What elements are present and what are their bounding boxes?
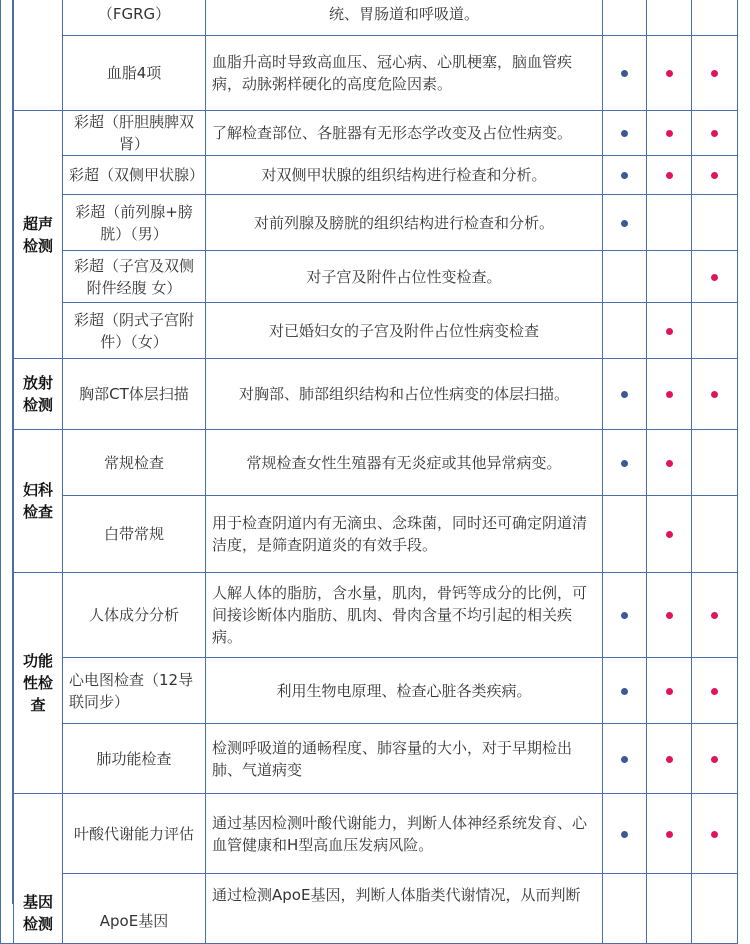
table-row [1, 195, 738, 251]
item-description: 用于检查阴道内有无滴虫、念珠菌，同时还可确定阴道清洁度，是筛查阴道炎的有效手段。 [206, 496, 603, 573]
blue-dot-icon [621, 130, 628, 137]
item-name: 人体成分分析 [63, 573, 206, 658]
category-label: 功能性检查 [22, 652, 53, 714]
table-row [1, 0, 738, 36]
blue-dot-icon [621, 460, 628, 467]
blue-dot-icon [621, 688, 628, 695]
mark-cell [647, 430, 692, 496]
mark-cell [692, 303, 738, 359]
mark-cell [603, 496, 647, 573]
pink-dot-icon [711, 70, 718, 77]
item-description: 对已婚妇女的子宫及附件占位性病变检查 [206, 303, 603, 359]
mark-cell [692, 430, 738, 496]
table-row [1, 496, 738, 573]
pink-dot-icon [666, 172, 673, 179]
mark-cell [603, 724, 647, 794]
blue-dot-icon [621, 756, 628, 763]
table-row [1, 794, 738, 874]
mark-cell [603, 874, 647, 944]
pink-dot-icon [666, 391, 673, 398]
item-description: 通过基因检测叶酸代谢能力，判断人体神经系统发育、心血管健康和H型高血压发病风险。 [206, 794, 603, 874]
mark-cell [603, 251, 647, 303]
mark-cell [647, 794, 692, 874]
item-name: 肺功能检查 [63, 724, 206, 794]
mark-cell [647, 251, 692, 303]
mark-cell [603, 156, 647, 195]
mark-cell [603, 658, 647, 724]
item-name: 彩超（双侧甲状腺） [63, 156, 206, 195]
table-row [1, 573, 738, 658]
mark-cell [647, 573, 692, 658]
item-name: 叶酸代谢能力评估 [63, 794, 206, 874]
pink-dot-icon [711, 274, 718, 281]
category-label: 基因检测 [22, 893, 53, 933]
mark-cell [692, 874, 738, 944]
table-row [1, 874, 738, 944]
mark-cell [603, 36, 647, 111]
table-row [1, 724, 738, 794]
mark-cell [647, 156, 692, 195]
item-name: 常规检查 [63, 430, 206, 496]
category-cell-blood [14, 0, 63, 111]
category-label: 放射检测 [22, 374, 53, 414]
table-row [1, 156, 738, 195]
table-row [1, 36, 738, 111]
pink-dot-icon [666, 831, 673, 838]
item-name: 彩超（阴式子宫附件）（女） [63, 303, 206, 359]
item-description: 了解检查部位、各脏器有无形态学改变及占位性病变。 [206, 111, 603, 156]
mark-cell [603, 195, 647, 251]
mark-cell [603, 111, 647, 156]
item-name: 胸部CT体层扫描 [63, 359, 206, 430]
mark-cell [603, 794, 647, 874]
mark-cell [647, 724, 692, 794]
item-name: 白带常规 [63, 496, 206, 573]
mark-cell [603, 359, 647, 430]
mark-cell [603, 303, 647, 359]
table-row [1, 303, 738, 359]
table-row [1, 430, 738, 496]
mark-cell [647, 658, 692, 724]
mark-cell [692, 251, 738, 303]
pink-dot-icon [666, 531, 673, 538]
mark-cell [692, 36, 738, 111]
mark-cell [692, 195, 738, 251]
pink-dot-icon [666, 688, 673, 695]
table-row [1, 658, 738, 724]
table-left-gutter [1, 0, 14, 944]
item-name: 彩超（子宫及双侧附件经腹 女） [63, 251, 206, 303]
mark-cell [692, 573, 738, 658]
item-description: 通过检测ApoE基因，判断人体脂类代谢情况，从而判断 [206, 874, 603, 944]
blue-dot-icon [621, 612, 628, 619]
mark-cell [647, 111, 692, 156]
item-description: 利用生物电原理、检查心脏各类疾病。 [206, 658, 603, 724]
item-name: 彩超（前列腺+膀胱）（男） [63, 195, 206, 251]
mark-cell [603, 0, 647, 36]
mark-cell [692, 794, 738, 874]
blue-dot-icon [621, 220, 628, 227]
item-description: 对前列腺及膀胱的组织结构进行检查和分析。 [206, 195, 603, 251]
mark-cell [692, 658, 738, 724]
category-label: 妇科检查 [22, 481, 53, 521]
mark-cell [603, 573, 647, 658]
mark-cell [647, 496, 692, 573]
mark-cell [692, 111, 738, 156]
pink-dot-icon [711, 391, 718, 398]
item-description: 检测呼吸道的通畅程度、肺容量的大小，对于早期检出肺、气道病变 [206, 724, 603, 794]
category-label: 超声检测 [22, 214, 53, 255]
blue-dot-icon [621, 831, 628, 838]
item-description: 对双侧甲状腺的组织结构进行检查和分析。 [206, 156, 603, 195]
mark-cell [647, 36, 692, 111]
item-description: 人解人体的脂肪，含水量，肌肉，骨钙等成分的比例，可间接诊断体内脂肪、肌肉、骨肉含量不均引起的相关疾病。 [206, 573, 603, 658]
item-name: 彩超（肝胆胰脾双肾） [63, 111, 206, 156]
item-name: ApoE基因 [63, 874, 206, 944]
blue-dot-icon [621, 70, 628, 77]
item-name: 心电图检查（12导联同步） [63, 658, 206, 724]
pink-dot-icon [711, 130, 718, 137]
mark-cell [692, 724, 738, 794]
mark-cell [692, 359, 738, 430]
pink-dot-icon [666, 612, 673, 619]
table-row [1, 111, 738, 156]
pink-dot-icon [666, 130, 673, 137]
category-functional [14, 573, 63, 794]
pink-dot-icon [666, 328, 673, 335]
mark-cell [603, 430, 647, 496]
blue-dot-icon [621, 172, 628, 179]
blue-dot-icon [621, 391, 628, 398]
category-genetic [14, 794, 63, 944]
mark-cell [692, 156, 738, 195]
item-description: 对子宫及附件占位性变检查。 [206, 251, 603, 303]
item-name: 血脂4项 [63, 36, 206, 111]
mark-cell [647, 874, 692, 944]
pink-dot-icon [711, 172, 718, 179]
mark-cell [647, 0, 692, 36]
mark-cell [692, 496, 738, 573]
category-gynecology [14, 430, 63, 573]
pink-dot-icon [711, 756, 718, 763]
mark-cell [647, 303, 692, 359]
pink-dot-icon [711, 612, 718, 619]
mark-cell [692, 0, 738, 36]
item-description: 统、胃肠道和呼吸道。 [206, 0, 603, 36]
table-row [1, 359, 738, 430]
pink-dot-icon [666, 460, 673, 467]
category-radiology [14, 359, 63, 430]
item-description: 血脂升高时导致高血压、冠心病、心肌梗塞，脑血管疾病，动脉粥样硬化的高度危险因素。 [206, 36, 603, 111]
mark-cell [647, 359, 692, 430]
item-description: 对胸部、肺部组织结构和占位性病变的体层扫描。 [206, 359, 603, 430]
item-description: 常规检查女性生殖器有无炎症或其他异常病变。 [206, 430, 603, 496]
mark-cell [647, 195, 692, 251]
table-row [1, 251, 738, 303]
pink-dot-icon [666, 70, 673, 77]
pink-dot-icon [666, 756, 673, 763]
item-name: （FGRG） [63, 0, 206, 36]
pink-dot-icon [711, 688, 718, 695]
pink-dot-icon [711, 831, 718, 838]
category-ultrasound [14, 111, 63, 359]
